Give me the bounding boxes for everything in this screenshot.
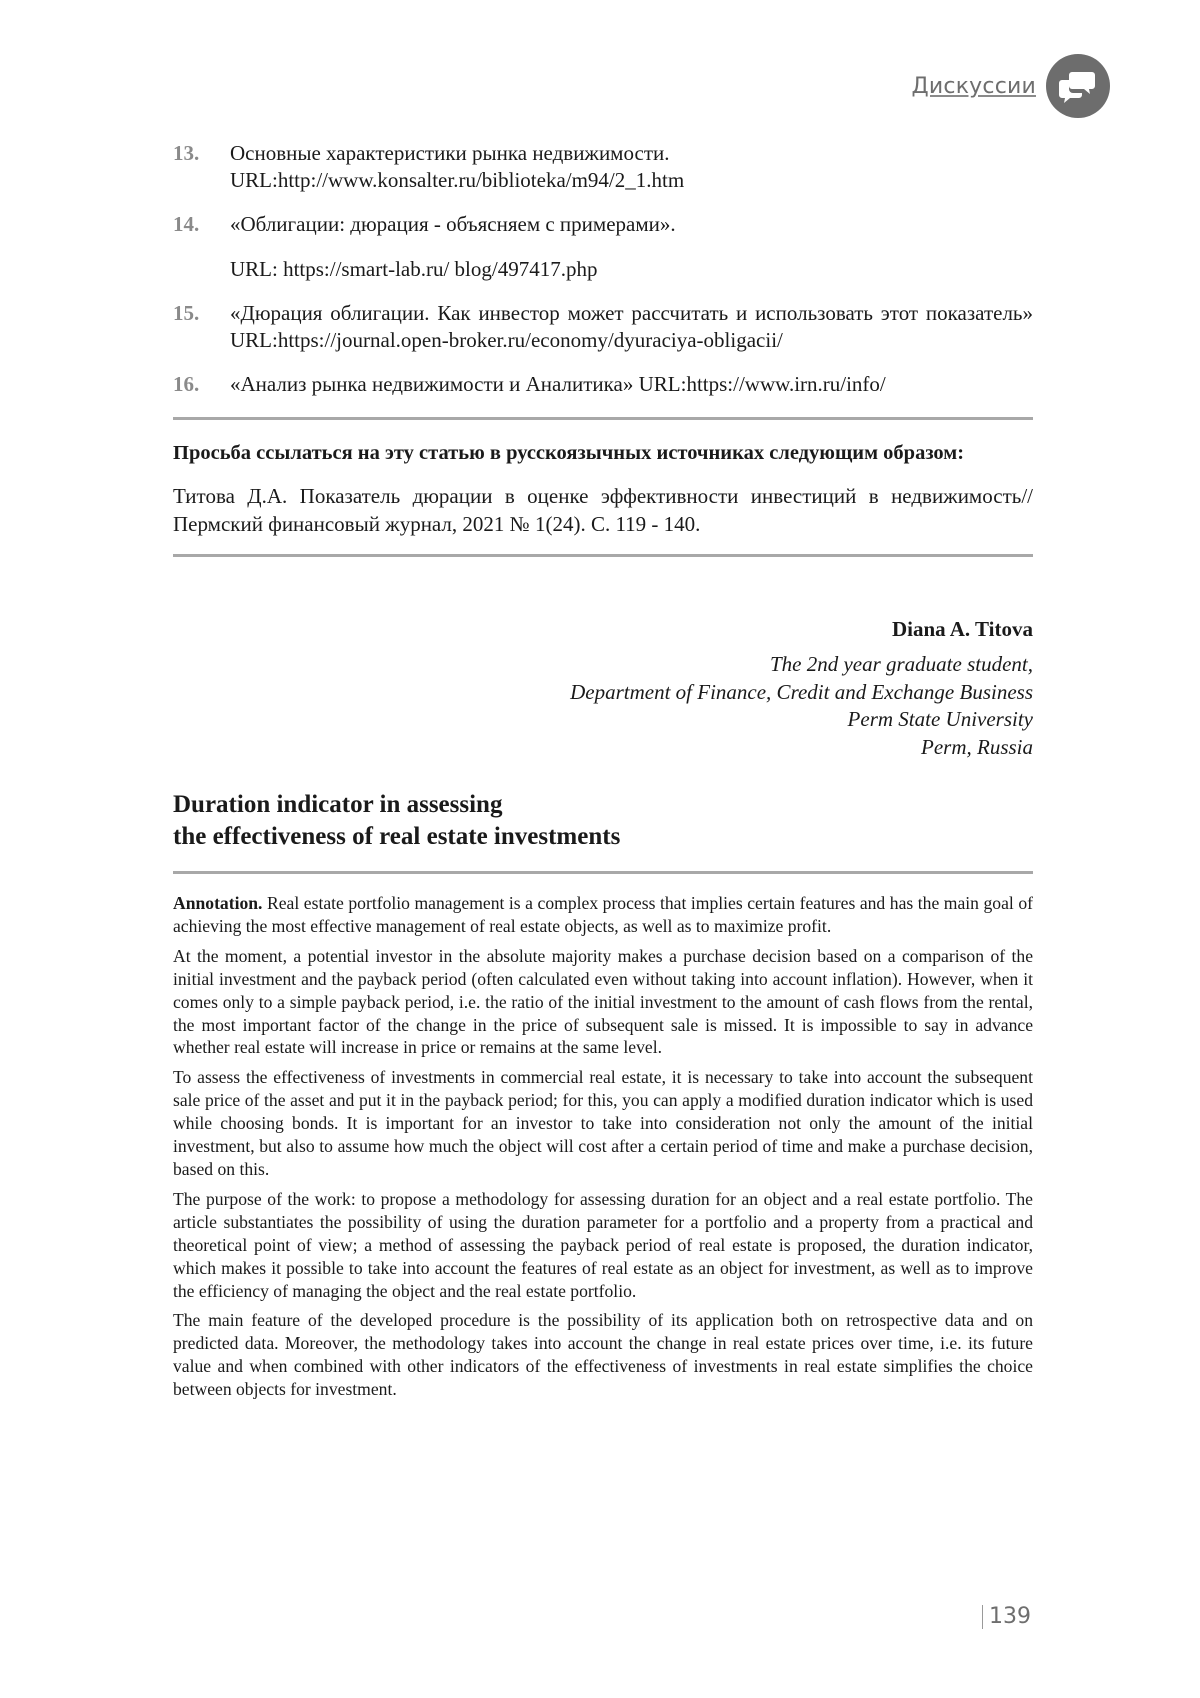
article-title bbox=[173, 789, 1033, 853]
reference-text bbox=[230, 140, 1033, 194]
reference-line: Основные характеристики рынка недвижимости. bbox=[230, 141, 670, 165]
reference-number: 15. bbox=[173, 301, 200, 325]
abstract-paragraph: The purpose of the work: to propose a methodology for assessing duration for an object and a real estate portfolio. The article substantiates the possibility of using the duration parameter for a portfolio and a property from a practical and theoretical point of view; a method of assessing the payback period of real estate is proposed, the duration indicator, which makes it possible to take into account the features of real estate as an object for investment, as well as to improve the efficiency of managing the object and the real estate portfolio. bbox=[173, 1188, 1033, 1301]
citation-box bbox=[173, 420, 1033, 554]
reference-line: «Облигации: дюрация - объясняем с примерами». bbox=[230, 212, 676, 236]
reference-url: URL: https://smart-lab.ru/ blog/497417.php bbox=[230, 257, 598, 281]
page-number-divider bbox=[982, 1605, 983, 1629]
abstract-paragraph: The main feature of the developed procedure is the possibility of its application both on retrospective data and on predicted data. Moreover, the methodology takes into account the change in real estate prices over time, i.e. its future value and when combined with other indicators of the effectiveness of investments in real estate simplifies the choice between objects for investment. bbox=[173, 1310, 1033, 1400]
author-university: Perm State University bbox=[847, 707, 1033, 731]
abstract-label: Annotation. bbox=[173, 893, 263, 913]
chat-bubbles-icon bbox=[1046, 54, 1110, 118]
reference-number: 13. bbox=[173, 141, 200, 165]
reference-item-15 bbox=[173, 300, 1033, 354]
author-name: Diana A. Titova bbox=[891, 617, 1033, 641]
reference-list bbox=[173, 140, 1033, 398]
author-block bbox=[173, 615, 1033, 761]
abstract bbox=[173, 892, 1033, 1401]
reference-text: «Дюрация облигации. Как инвестор может рассчитать и использовать этот показатель» URL:https://journal.open-broker.ru/economy/dyuraciya-obligacii/ bbox=[230, 301, 1033, 352]
reference-item-16 bbox=[173, 371, 1033, 398]
article-title-line: the effectiveness of real estate investments bbox=[173, 823, 621, 850]
author-department: Department of Finance, Credit and Exchange Business bbox=[570, 679, 1033, 704]
citation-heading: Просьба ссылаться на эту статью в русскоязычных источниках следующим образом: bbox=[173, 442, 965, 464]
page-number bbox=[982, 1604, 1031, 1629]
abstract-first-text: Real estate portfolio management is a complex process that implies certain features and has the main goal of achieving the most effective management of real estate objects, as well as to maximize profit. bbox=[173, 893, 1033, 936]
article-title-line: Duration indicator in assessing bbox=[173, 791, 503, 818]
reference-item-13 bbox=[173, 140, 1033, 194]
reference-text: «Анализ рынка недвижимости и Аналитика» URL:https://www.irn.ru/info/ bbox=[230, 372, 886, 396]
page-content bbox=[173, 140, 1033, 1408]
abstract-paragraph: To assess the effectiveness of investments in commercial real estate, it is necessary to take into account the subsequent sale price of the asset and put it in the payback period; for this, you can apply a modified duration indicator which is used while choosing bonds. It is important for an investor to take into consideration not only the amount of the initial investment, but also to assume how much the object will cost after a certain period of time and make a purchase decision, based on this. bbox=[173, 1067, 1033, 1179]
reference-text bbox=[230, 211, 1033, 283]
reference-number: 14. bbox=[173, 212, 200, 236]
section-label: Дискуссии bbox=[911, 73, 1036, 99]
author-affiliation bbox=[173, 651, 1033, 761]
page-number-value: 139 bbox=[989, 1604, 1031, 1629]
citation-text: Титова Д.А. Показатель дюрации в оценке эффективности инвестиций в недвижимость// Пермский финансовый журнал, 2021 № 1(24). С. 119 - 140. bbox=[173, 484, 1033, 536]
author-position: The 2nd year graduate student, bbox=[769, 652, 1033, 676]
abstract-paragraph bbox=[173, 892, 1033, 938]
divider bbox=[173, 554, 1033, 557]
author-location: Perm, Russia bbox=[921, 734, 1033, 759]
page-header bbox=[912, 54, 1110, 118]
divider bbox=[173, 871, 1033, 874]
abstract-paragraph: At the moment, a potential investor in the absolute majority makes a purchase decision based on a comparison of the initial investment and the payback period (often calculated even without taking into account inflation). However, when it comes only to a simple payback period, i.e. the ratio of the initial investment to the amount of cash flows from the rental, the most important factor of the change in the price of subsequent sale is missed. It is impossible to say in advance whether real estate will increase in price or remains at the same level. bbox=[173, 945, 1033, 1058]
reference-url: URL:http://www.konsalter.ru/biblioteka/m94/2_1.htm bbox=[230, 168, 685, 192]
reference-number: 16. bbox=[173, 372, 200, 396]
reference-item-14 bbox=[173, 211, 1033, 283]
